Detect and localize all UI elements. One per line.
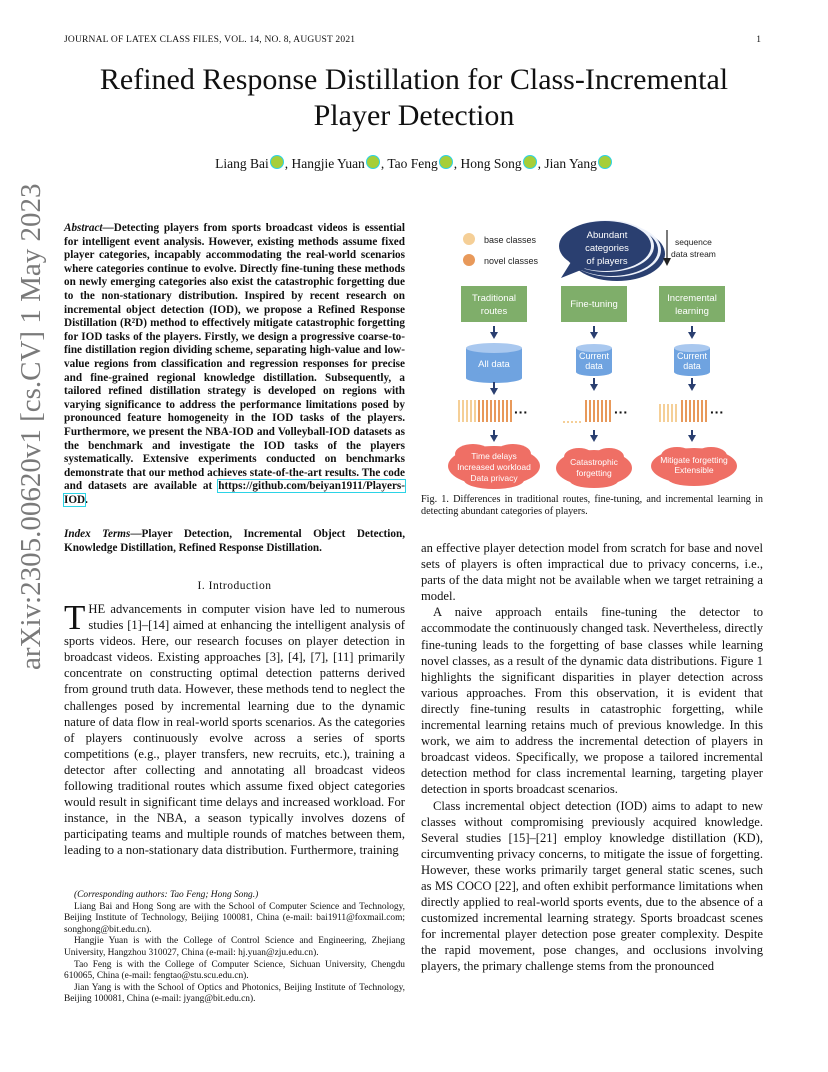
paragraph: A naive approach entails fine-tuning the detector to accommodate the continuously changed task. Nevertheless, directly fine-tuning leads to the forgetting of base classes while learning novel classes, as a result of the dynamic data distributions. Figure 1 highlights the significant disparities in player detection across various approaches. From this observation, it is evident that directly fine-tuning results in catastrophic forgetting, while incremental learning retains much of previous knowledge. In this work, we aim to address the incremental detection of players in broadcast videos. Specifically, we propose a tailored incremental detection method for class incremental learning, targeting player detection in sports broadcast scenarios. (421, 605, 763, 797)
arrows-row-3 (490, 430, 696, 442)
footnote: Hangjie Yuan is with the College of Control Science and Engineering, Zhejiang University, Hangzhou 310027, China (e-mail: hj.yuan@zju.edu.cn). (64, 936, 405, 958)
paragraph: an effective player detection model from scratch for base and novel sets of players is often impractical due to privacy concerns, i.e., parts of the data might not be available when we target retraining a model. (421, 541, 763, 604)
orcid-icon[interactable] (523, 155, 537, 169)
legend-base: base classes (484, 235, 537, 245)
all-data-cylinder (466, 343, 522, 383)
author-name: Hong Song (460, 156, 522, 171)
running-head: JOURNAL OF LATEX CLASS FILES, VOL. 14, NO. 8, AUGUST 2021 (64, 35, 356, 45)
intro-left-paragraph (64, 598, 405, 859)
outcome-text: Catastrophic (570, 457, 618, 467)
ellipsis: ··· (514, 404, 528, 420)
abstract (64, 222, 405, 507)
intro-left-text: HE advancements in computer vision have led to numerous studies [1]–[14] aimed at enhancing the intelligent analysis of sports videos. Here, our research focuses on player detection in broadcast videos. Existing approaches [3], [4], [7], [11] primarily concentrate on constructing optimal detection patterns derived from ground truth data. However, these methods tend to neglect the challenges posed by incremental learning due to the dynamic nature of data flow in real-world sports scenarios. As the categories of players continuously evolve across a series of sports competitions (e.g., player transfers, new recruits, etc.), training a detector after collecting and annotating all broadcast videos following traditional routes which assume fixed object categories would result in significant time delays and increased workload. For instance, in the NBA, a season typically involves dozens of participating teams and multiple rounds of matches between them, leading to a non-stationary data distribution. Furthermore, training (64, 602, 405, 858)
index-terms (64, 528, 405, 555)
data-strip-incremental (659, 400, 707, 422)
outcome-text: Data privacy (470, 473, 518, 483)
abundant-categories-cloud (559, 220, 665, 281)
arxiv-stamp: arXiv:2305.00620v1 [cs.CV] 1 May 2023 (15, 183, 47, 670)
outcome-text: Mitigate forgetting (660, 455, 728, 465)
orcid-icon[interactable] (439, 155, 453, 169)
section-heading: I. Introduction (197, 580, 272, 592)
cloud-text-3: of players (586, 256, 628, 267)
author-name: Hangjie Yuan (291, 156, 365, 171)
data-strip-finetune (563, 400, 611, 423)
arrows-row-1 (490, 326, 696, 339)
cloud-text-2: categories (585, 243, 629, 254)
ellipsis: ··· (710, 404, 724, 420)
outcome-cloud-incremental (651, 447, 737, 486)
page-number: 1 (756, 35, 761, 45)
outcome-text: forgetting (576, 468, 612, 478)
legend-novel: novel classes (484, 256, 539, 266)
author-list: Liang Bai , Hangjie Yuan , Tao Feng , Hong Song , Jian Yang (0, 155, 828, 172)
novel-class-dot (463, 254, 475, 266)
box-text: Traditional (471, 293, 517, 304)
cylinder-text: Current (676, 351, 708, 361)
ellipsis: ··· (614, 404, 628, 420)
footnote: Liang Bai and Hong Song are with the School of Computer Science and Technology, Beijing Institute of Technology, Beijing 100081, China (e-mail: bai1911@foxmail.com; songhong@bit.edu.cn). (64, 901, 405, 935)
box-text: Incremental (667, 293, 717, 304)
abstract-text: —Detecting players from sports broadcast videos is essential for intelligent event analysis. However, existing methods assume fixed player categories, incapably accommodating the real-world scenarios where categories continue to evolve. Directly fine-tuning these methods on newly emerging categories also exist the catastrophic forgetting due to the non-stationary distribution. Inspired by recent research on incremental object detection (IOD), we propose a Refined Response Distillation (R²D) method to effectively mitigate catastrophic forgetting for IOD tasks of the players. Firstly, we design a progressive coarse-to-fine distillation region dividing scheme, separating high-value and low-value regions from classification and regression responses for precise and fine-grained regional knowledge distillation. Subsequently, a tailored refined distillation strategy is developed on regions with varying significance to address the performance limitations posed by pronounced feature homogeneity in the IOD tasks of the players. Furthermore, we present the NBA-IOD and Volleyball-IOD datasets as the benchmark and investigate the IOD tasks of the players systematically. Extensive experiments conducted on benchmarks demonstrate that our method achieves state-of-the-art results. The code and datasets are available at (64, 222, 405, 493)
data-strip-all (458, 400, 512, 422)
cylinder-text: data (683, 361, 701, 371)
footnote: Tao Feng is with the College of Computer Science, Sichuan University, Chengdu 610065, China (e-mail: fengtao@stu.scu.edu.cn). (64, 959, 405, 982)
intro-right-column (421, 540, 763, 975)
code-link[interactable]: https://github.com/beiyan1911/Players-IOD (64, 480, 405, 506)
author-name: Tao Feng (387, 156, 438, 171)
author-name: Liang Bai (215, 156, 269, 171)
stream-text-1: sequence (675, 237, 712, 247)
current-data-cylinder (674, 344, 710, 376)
figure-caption: Fig. 1. Differences in traditional routes, fine-tuning, and incremental learning in detecting abundant categories of players. (421, 494, 763, 518)
footnotes (64, 890, 405, 1006)
cylinder-text: data (585, 361, 603, 371)
footnote: Jian Yang is with the School of Optics and Photonics, Beijing Institute of Technology, Beijing 100081, China (e-mail: jyang@bit.edu.cn). (64, 982, 405, 1005)
dropcap: T (64, 598, 86, 637)
base-class-dot (463, 233, 475, 245)
orcid-icon[interactable] (270, 155, 284, 169)
cloud-text-1: Abundant (586, 230, 628, 241)
outcome-cloud-traditional (448, 444, 540, 489)
orcid-icon[interactable] (366, 155, 380, 169)
abstract-end: . (85, 493, 88, 506)
outcome-cloud-finetune (556, 448, 632, 488)
paper-title (40, 62, 788, 134)
box-text: learning (675, 306, 709, 317)
box-text: Fine-tuning (570, 299, 618, 310)
figure-1 (421, 218, 763, 490)
stream-text-2: data stream (671, 249, 716, 259)
outcome-text: Extensible (674, 465, 714, 475)
index-terms-text: —Player Detection, Incremental Object Detection, Knowledge Distillation, Refined Response Distillation. (64, 528, 405, 554)
current-data-cylinder (576, 344, 612, 376)
index-terms-lead: Index Terms (64, 528, 131, 540)
paragraph: Class incremental object detection (IOD) aims to adapt to new classes without compromising previously acquired knowledge. Several studies [15]–[21] employ knowledge distillation (KD), circumventing privacy concerns, to mitigate the issue of forgetting. However, these works primarily target general static scenes, such as MS COCO [22], and often exhibit performance limitations when directly applied to real-world sports events, due to the absence of a customized incremental learning strategy. Sports broadcast scenes for incremental player detection pose greater complexity. Despite the rapid movement, pose changes, and occlusions involving players, the primary challenge stems from the pronounced (421, 798, 763, 974)
title-line-1: Refined Response Distillation for Class-Incremental (99, 63, 729, 96)
title-line-2: Player Detection (313, 99, 515, 132)
abstract-lead: Abstract (64, 222, 103, 234)
author-name: Jian Yang (544, 156, 597, 171)
outcome-text: Time delays (471, 451, 517, 461)
cylinder-text: Current (578, 351, 610, 361)
footnote: (Corresponding authors: Tao Feng; Hong Song.) (74, 890, 259, 900)
orcid-icon[interactable] (598, 155, 612, 169)
arrows-row-2 (490, 378, 696, 395)
box-text: routes (480, 306, 508, 317)
outcome-text: Increased workload (457, 462, 531, 472)
cylinder-text: All data (478, 359, 510, 370)
